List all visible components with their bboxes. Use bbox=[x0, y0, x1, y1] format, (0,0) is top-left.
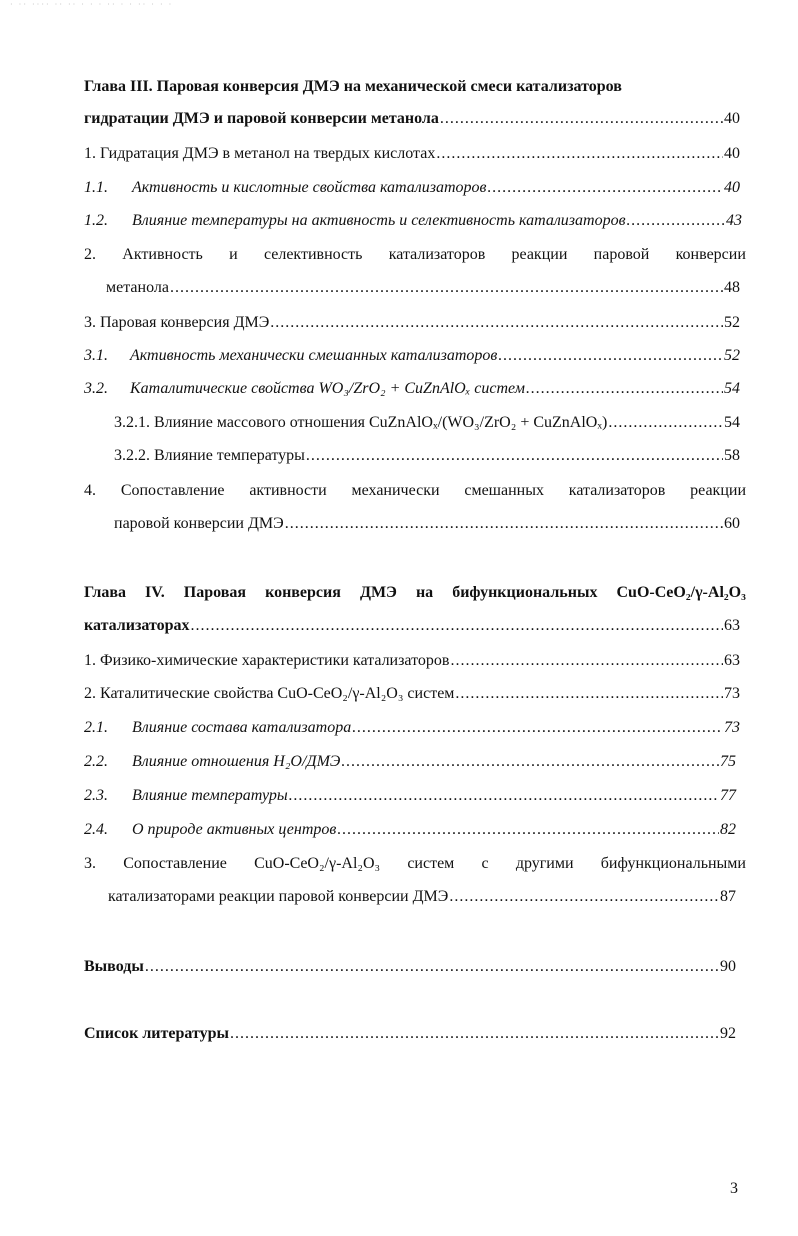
chapter3-heading-line2: гидратации ДМЭ и паровой конверсии метанола bbox=[84, 110, 439, 127]
references-title: Список литературы bbox=[84, 1025, 229, 1042]
page-ref: 90 bbox=[720, 958, 736, 975]
dot-leader bbox=[270, 312, 723, 334]
dot-leader bbox=[341, 751, 719, 773]
toc-entry-title: Влияние отношения H₂O/ДМЭ bbox=[132, 753, 341, 770]
dot-leader bbox=[306, 445, 723, 467]
toc-entry-title: метанола bbox=[106, 279, 169, 296]
word: катализаторов bbox=[568, 482, 666, 499]
toc-entry-4-2[interactable] bbox=[84, 683, 740, 705]
dot-leader bbox=[230, 1023, 719, 1045]
toc-entry-title: Влияние состава катализатора bbox=[132, 719, 352, 736]
toc-entry-number: 2.4. bbox=[84, 821, 108, 838]
dot-leader bbox=[450, 650, 723, 672]
dot-leader bbox=[145, 956, 719, 978]
word: 2. bbox=[84, 246, 96, 263]
toc-entry-3-3-2-1[interactable] bbox=[114, 412, 740, 434]
toc-entry-title: 1. Гидратация ДМЭ в метанол на твердых кислотах bbox=[84, 145, 436, 162]
word: селективность bbox=[263, 246, 363, 263]
dot-leader bbox=[440, 108, 723, 130]
word: CuO-CeO₂/γ-Al₂O₃ bbox=[254, 855, 381, 872]
page-ref: 73 bbox=[724, 685, 740, 702]
page-number: 3 bbox=[730, 1180, 738, 1197]
word: конверсия bbox=[265, 584, 341, 601]
word: Сопоставление bbox=[123, 855, 227, 872]
page-ref: 92 bbox=[720, 1025, 736, 1042]
word: катализаторов bbox=[388, 246, 486, 263]
word: смешанных bbox=[464, 482, 544, 499]
page-ref: 43 bbox=[726, 212, 742, 229]
word: реакции bbox=[511, 246, 568, 263]
dot-leader bbox=[337, 819, 719, 841]
toc-entry-3-1[interactable] bbox=[84, 143, 740, 165]
toc-entry-title: паровой конверсии ДМЭ bbox=[114, 515, 284, 532]
chapter3-heading-line1: Глава III. Паровая конверсия ДМЭ на механической смеси катализаторов bbox=[84, 78, 622, 95]
dot-leader bbox=[526, 378, 723, 400]
conclusions-title: Выводы bbox=[84, 958, 144, 975]
toc-entry-4-2-3[interactable] bbox=[84, 785, 736, 807]
word: паровой bbox=[593, 246, 650, 263]
word: на bbox=[415, 584, 434, 601]
toc-entry-title: 3. Паровая конверсия ДМЭ bbox=[84, 314, 270, 331]
toc-entry-number: 2.1. bbox=[84, 719, 108, 736]
toc-entry-4-2-1[interactable] bbox=[84, 717, 740, 739]
toc-entry-4-2-2[interactable] bbox=[84, 751, 736, 773]
toc-entry-number: 1.1. bbox=[84, 179, 108, 196]
word: активности bbox=[249, 482, 327, 499]
page-ref: 48 bbox=[724, 279, 740, 296]
toc-entry-title: 1. Физико-химические характеристики катализаторов bbox=[84, 652, 450, 669]
dot-leader bbox=[498, 345, 723, 367]
toc-entry-3-3-2-2[interactable] bbox=[114, 445, 740, 467]
toc-entry-title: Влияние температуры bbox=[132, 787, 288, 804]
word: 3. bbox=[84, 855, 96, 872]
page-ref: 63 bbox=[724, 617, 740, 634]
dot-leader bbox=[289, 785, 719, 807]
dot-leader bbox=[436, 143, 723, 165]
toc-entry-title: катализаторами реакции паровой конверсии ДМЭ bbox=[108, 888, 449, 905]
word: Глава bbox=[84, 584, 126, 601]
dot-leader bbox=[627, 210, 725, 232]
toc-entry-title: 2. Каталитические свойства CuO-CeO₂/γ-Al₂O₃ систем bbox=[84, 685, 455, 702]
word: Сопоставление bbox=[120, 482, 225, 499]
page-ref: 54 bbox=[724, 414, 740, 431]
toc-entry-number: 3.2. bbox=[84, 380, 108, 397]
page-ref: 58 bbox=[724, 447, 740, 464]
word: с bbox=[481, 855, 489, 872]
toc-entry-number: 2.2. bbox=[84, 753, 108, 770]
dot-leader bbox=[191, 615, 723, 637]
toc-entry-4-2-4[interactable] bbox=[84, 819, 736, 841]
toc-entry-3-3-1[interactable] bbox=[84, 345, 740, 367]
dot-leader bbox=[449, 886, 719, 908]
toc-entry-3-2-line2[interactable] bbox=[106, 277, 740, 299]
toc-entry-conclusions[interactable] bbox=[84, 956, 736, 978]
dot-leader bbox=[488, 177, 724, 199]
word: и bbox=[229, 246, 238, 263]
toc-entry-3-4-line1[interactable] bbox=[84, 480, 746, 502]
toc-entry-4-1[interactable] bbox=[84, 650, 740, 672]
page-ref: 73 bbox=[724, 719, 740, 736]
toc-entry-number: 3.1. bbox=[84, 347, 108, 364]
toc-entry-title: Каталитические свойства WO₃/ZrO₂ + CuZnAlOₓ систем bbox=[130, 380, 525, 397]
dot-leader bbox=[170, 277, 723, 299]
word: реакции bbox=[690, 482, 746, 499]
toc-entry-title: Активность и кислотные свойства катализаторов bbox=[132, 179, 487, 196]
page-ref: 60 bbox=[724, 515, 740, 532]
toc-entry-title: Активность механически смешанных катализаторов bbox=[130, 347, 498, 364]
word: конверсии bbox=[675, 246, 746, 263]
word: Паровая bbox=[183, 584, 247, 601]
toc-entry-title: 3.2.1. Влияние массового отношения CuZnAlOₓ/(WO₃/ZrO₂ + CuZnAlOₓ) bbox=[114, 414, 608, 431]
page-ref: 87 bbox=[720, 888, 736, 905]
chapter4-heading-line2: катализаторах bbox=[84, 617, 190, 634]
word: систем bbox=[407, 855, 455, 872]
toc-entry-3-2-line1[interactable] bbox=[84, 244, 746, 266]
chapter4-heading-line1 bbox=[84, 582, 746, 604]
toc-entry-4-3-line1[interactable] bbox=[84, 853, 746, 875]
chapter3-heading-entry[interactable] bbox=[84, 108, 740, 130]
toc-entry-4-3-line2[interactable] bbox=[108, 886, 736, 908]
chapter4-heading-entry[interactable] bbox=[84, 615, 740, 637]
toc-entry-references[interactable] bbox=[84, 1023, 736, 1045]
page-ref: 40 bbox=[724, 145, 740, 162]
dot-leader bbox=[608, 412, 723, 434]
page-ref: 52 bbox=[724, 314, 740, 331]
toc-entry-title: 3.2.2. Влияние температуры bbox=[114, 447, 305, 464]
word: IV. bbox=[145, 584, 165, 601]
word: ДМЭ bbox=[359, 584, 397, 601]
word: другими bbox=[515, 855, 574, 872]
toc-entry-3-1-2[interactable] bbox=[84, 210, 742, 232]
page-ref: 40 bbox=[724, 110, 740, 127]
dot-leader bbox=[352, 717, 723, 739]
page-ref: 40 bbox=[724, 179, 740, 196]
toc-entry-3-4-line2[interactable] bbox=[114, 513, 740, 535]
dot-leader bbox=[455, 683, 723, 705]
dot-leader bbox=[285, 513, 723, 535]
word: 4. bbox=[84, 482, 96, 499]
word: Активность bbox=[122, 246, 203, 263]
page-ref: 54 bbox=[724, 380, 740, 397]
word: бифункциональных bbox=[452, 584, 598, 601]
toc-entry-number: 2.3. bbox=[84, 787, 108, 804]
page-ref: 75 bbox=[720, 753, 736, 770]
page-ref: 63 bbox=[724, 652, 740, 669]
toc-entry-3-3-2[interactable] bbox=[84, 378, 740, 400]
word: механически bbox=[351, 482, 440, 499]
toc-entry-number: 1.2. bbox=[84, 212, 108, 229]
toc-entry-3-3[interactable] bbox=[84, 312, 740, 334]
scan-artifact: · ·· ···· ·· ·· · · · ·· · · ·· · · · bbox=[10, 0, 174, 9]
toc-entry-title: О природе активных центров bbox=[132, 821, 337, 838]
toc-entry-3-1-1[interactable] bbox=[84, 177, 740, 199]
toc-entry-title: Влияние температуры на активность и селективность катализаторов bbox=[132, 212, 626, 229]
word: CuO-CeO₂/γ-Al₂O₃ bbox=[616, 584, 746, 601]
page-ref: 77 bbox=[720, 787, 736, 804]
word: бифункциональными bbox=[600, 855, 746, 872]
page-ref: 82 bbox=[720, 821, 736, 838]
page-ref: 52 bbox=[724, 347, 740, 364]
